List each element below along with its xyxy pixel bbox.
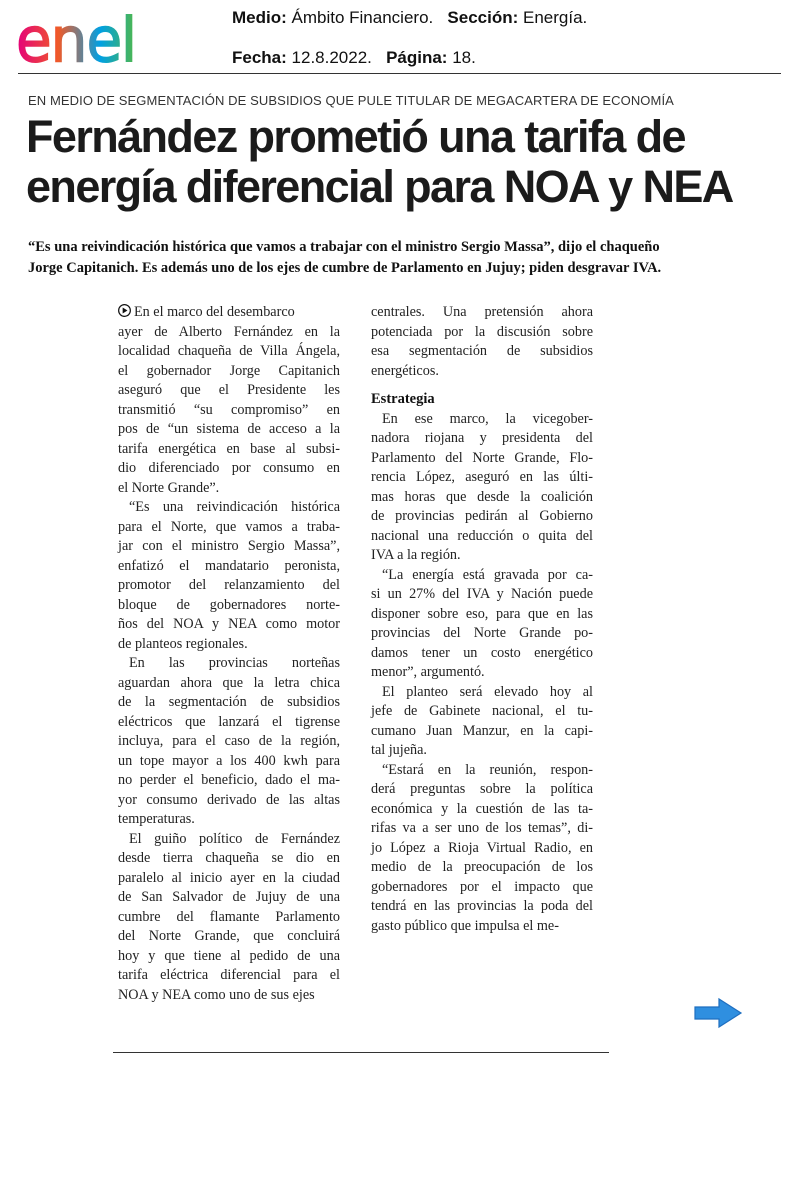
article-text-line: energéticos.: [371, 362, 439, 379]
article-text-line: temperaturas.: [118, 811, 195, 827]
article-headline: [26, 112, 786, 212]
article-text-line: si un 27% del IVA y Nación puede: [371, 586, 593, 602]
article-subhead: [28, 237, 788, 279]
article-column-2: [371, 303, 593, 936]
enel-logo: [16, 8, 172, 68]
article-text-line: [118, 303, 340, 323]
article-text-line: provincias del Norte Grande po-: [371, 625, 593, 641]
article-text-line: tendrá en las provincias la poda del: [371, 898, 593, 914]
article-text-line: medio de la preocupación de los: [371, 859, 593, 875]
column-2-bottom: [371, 410, 593, 937]
subhead-line: Jorge Capitanich. Es además uno de los ejes de cumbre de Parlamento en Jujuy; piden desgravar IVA.: [28, 260, 662, 276]
headline-line: energía diferencial para NOA y NEA: [26, 161, 733, 212]
article-text-line: pos de “un sistema de acceso a la: [118, 421, 340, 437]
header-divider: [18, 73, 781, 74]
article-text-line: En ese marco, la vicegober-: [382, 410, 593, 427]
article-text-line: nacional una reducción o quita del: [371, 527, 593, 544]
svg-text:enel: enel: [16, 8, 137, 68]
article-text-line: menor”, argumentó.: [371, 664, 485, 680]
play-circle-icon: [118, 304, 131, 317]
article-text-line: centrales. Una pretensión ahora: [371, 304, 593, 320]
article-text-line: transmitió “su compromiso” en: [118, 401, 340, 418]
article-text-line: desde tierra chaqueña se dio en: [118, 850, 340, 866]
meta-line-fecha: [232, 48, 476, 68]
medio-value: Ámbito Financiero.: [291, 8, 434, 27]
article-text-line: de la segmentación de subsidios: [118, 694, 340, 710]
article-text-line: En las provincias norteñas: [129, 655, 340, 671]
seccion-value: Energía.: [523, 8, 588, 27]
article-text-line: gasto público que impulsa el me-: [371, 917, 559, 934]
article-text-line: para el Norte, que vamos a traba-: [118, 518, 340, 535]
article-text-line: tarifa eléctrica diferencial para el: [118, 967, 340, 983]
article-text-line: ños del NOA y NEA como motor: [118, 616, 340, 632]
medio-label: Medio:: [232, 8, 287, 27]
article-text-line: El guiño político de Fernández: [129, 830, 340, 847]
headline-line: Fernández prometió una tarifa de: [26, 111, 685, 162]
section-heading: Estrategia: [371, 391, 435, 407]
article-text-line: “La energía está gravada por ca-: [382, 566, 593, 583]
article-text-line: cumano Juan Manzur, en la capi-: [371, 722, 593, 739]
article-text-line: nadora riojana y presidenta del: [371, 430, 593, 446]
article-text-line: tarifa energética en base al subsi-: [118, 440, 340, 457]
subhead-line: “Es una reivindicación histórica que vamos a trabajar con el ministro Sergio Massa”, dijo el chaqueño: [28, 239, 660, 255]
article-text-line: paralelo al inicio ayer en la ciudad: [118, 869, 340, 886]
article-kicker: EN MEDIO DE SEGMENTACIÓN DE SUBSIDIOS QUE PULE TITULAR DE MEGACARTERA DE ECONOMÍA: [28, 93, 674, 108]
article-text-line: tal jujeña.: [371, 742, 427, 758]
pagina-value: 18.: [452, 48, 476, 67]
article-column-1: [118, 303, 340, 1005]
article-text-line: promotor del relanzamiento del: [118, 577, 340, 593]
article-text-line: gobernadores por el impacto que: [371, 878, 593, 895]
article-text-line: aguardan ahora que la letra chica: [118, 674, 340, 691]
article-text-line: NOA y NEA como uno de sus ejes: [118, 986, 315, 1003]
article-text-line: dio diferenciado por consumo en: [118, 460, 340, 476]
article-text-line: bloque de gobernadores norte-: [118, 596, 340, 613]
article-text-line: de San Salvador de Jujuy de una: [118, 889, 340, 905]
article-text-line: del Norte Grande, que concluirá: [118, 928, 340, 944]
article-text-line: un tope mayor a los 400 kwh para: [118, 752, 340, 769]
article-text-line: aseguró que el Presidente les: [118, 382, 340, 398]
column-2-top: [371, 303, 593, 381]
fecha-value: 12.8.2022.: [291, 48, 372, 67]
article-text-line: El planteo será elevado hoy al: [382, 683, 593, 700]
article-text-line: jo López a Rioja Virtual Radio, en: [371, 839, 593, 856]
article-text-line: damos tener un costo energético: [371, 644, 593, 661]
article-text-line: ayer de Alberto Fernández en la: [118, 323, 340, 340]
article-text-line: jefe de Gabinete nacional, el tu-: [371, 703, 593, 719]
article-text-line: eléctricos que lanzará el tigrense: [118, 713, 340, 730]
article-text-line: rifas va a ser uno de los temas”, di-: [371, 820, 593, 836]
seccion-label: Sección:: [447, 8, 519, 27]
article-text-line: disponer sobre eso, para que en las: [371, 605, 593, 622]
article-text-line: hoy y que tiene al pedido de una: [118, 947, 340, 964]
pagina-label: Página:: [386, 48, 448, 67]
article-text-line: mas horas que desde la coalición: [371, 488, 593, 505]
arrow-right-icon[interactable]: [692, 996, 744, 1030]
article-text-line: derá preguntas sobre la política: [371, 781, 593, 797]
article-text-line: rencia López, aseguró en las últi-: [371, 469, 593, 485]
article-text-line: esa segmentación de subsidios: [371, 343, 593, 359]
article-text-line: no perder el beneficio, dado el ma-: [118, 772, 340, 788]
article-text-line: económica y la cuestión de las ta-: [371, 800, 593, 817]
article-text-line: jar con el ministro Sergio Massa”,: [118, 538, 340, 554]
footer-divider: [113, 1052, 609, 1053]
article-text-line: IVA a la región.: [371, 547, 461, 563]
article-text-line: el Norte Grande”.: [118, 479, 220, 496]
article-text-line: de planteos regionales.: [118, 635, 248, 652]
article-text-line: localidad chaqueña de Villa Ángela,: [118, 343, 340, 359]
article-text-line: yor consumo derivado de las altas: [118, 791, 340, 808]
article-text-line: el gobernador Jorge Capitanich: [118, 362, 340, 379]
article-text-line: enfatizó el mandatario peronista,: [118, 557, 340, 574]
article-text-line: cumbre del flamante Parlamento: [118, 908, 340, 925]
article-text-line: potenciada por la discusión sobre: [371, 323, 593, 340]
meta-line-medio: [232, 8, 587, 28]
article-text-line: “Es una reivindicación histórica: [129, 499, 340, 515]
fecha-label: Fecha:: [232, 48, 287, 67]
article-text-line: incluya, para el caso de la región,: [118, 733, 340, 749]
article-text-line: Parlamento del Norte Grande, Flo-: [371, 449, 593, 466]
article-text-line: de provincias pedirán al Gobierno: [371, 508, 593, 524]
article-text-line: “Estará en la reunión, respon-: [382, 761, 593, 778]
article-text-span: En el marco del desembarco: [134, 304, 295, 320]
